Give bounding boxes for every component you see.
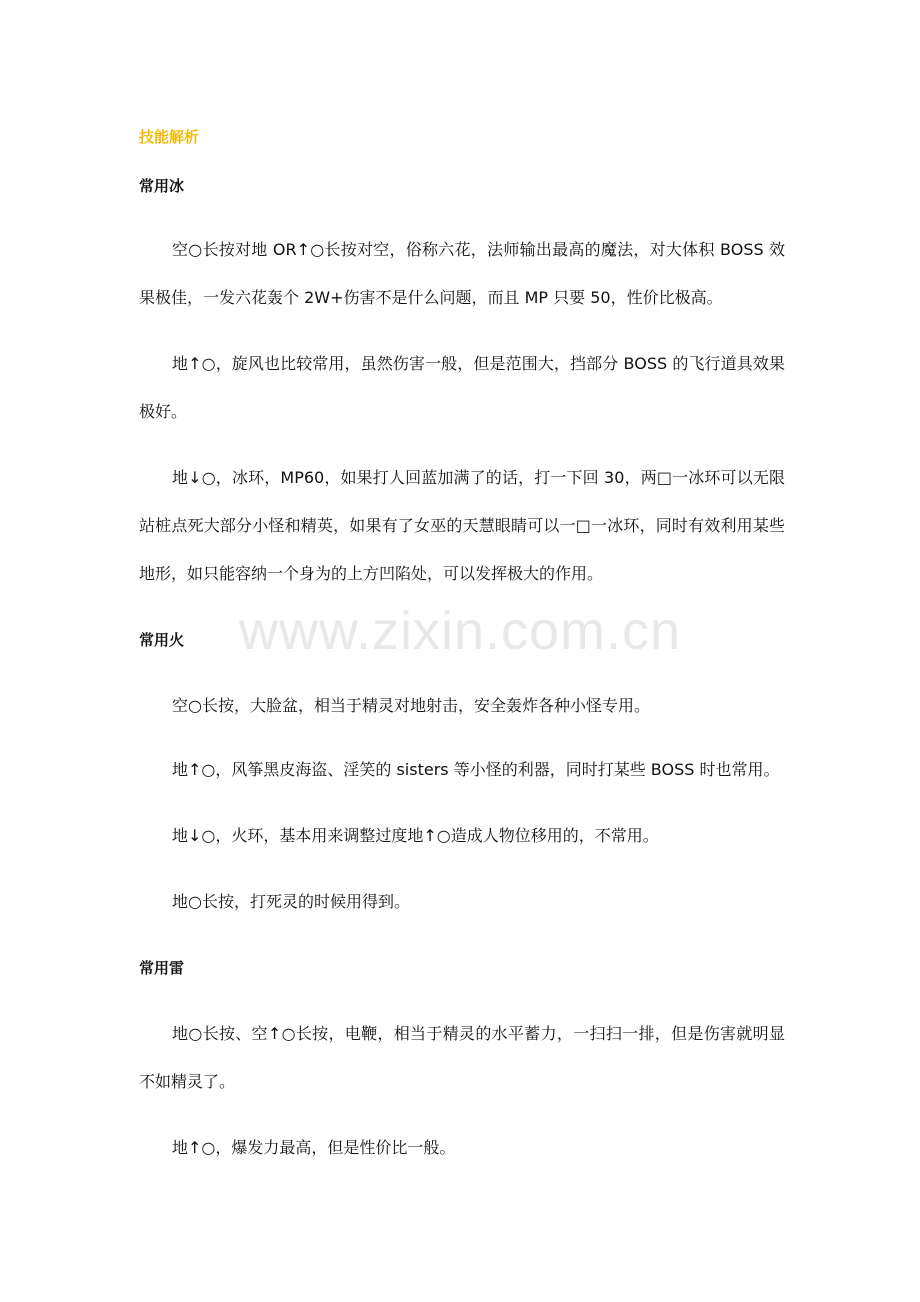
watermark: www.zixin.com.cn <box>238 601 682 661</box>
paragraph: 地○长按、空↑○长按，电鞭，相当于精灵的水平蓄力，一扫扫一排，但是伤害就明显不如精灵了。 <box>139 1024 785 1091</box>
paragraph: 空○长按对地 OR↑○长按对空，俗称六花，法师输出最高的魔法，对大体积 BOSS 效果极佳，一发六花轰个 2W+伤害不是什么问题，而且 MP 只要 50，性价比极高。 <box>139 240 785 307</box>
paragraph: 地↓○，冰环，MP60，如果打人回蓝加满了的话，打一下回 30，两□一冰环可以无限站桩点死大部分小怪和精英，如果有了女巫的天慧眼睛可以一□一冰环，同时有效利用某些地形，如只能容纳一个身为的上方凹陷处，可以发挥极大的作用。 <box>139 468 785 583</box>
paragraph: 地↑○，旋风也比较常用，虽然伤害一般，但是范围大，挡部分 BOSS 的飞行道具效果极好。 <box>139 354 785 421</box>
paragraph: 地○长按，打死灵的时候用得到。 <box>172 892 410 911</box>
heading-ice: 常用冰 <box>139 177 185 195</box>
heading-fire: 常用火 <box>139 631 185 649</box>
paragraph: 地↑○，风筝黑皮海盗、淫笑的 sisters 等小怪的利器，同时打某些 BOSS 时也常用。 <box>172 760 780 779</box>
paragraph: 空○长按，大脸盆，相当于精灵对地射击，安全轰炸各种小怪专用。 <box>172 696 650 715</box>
heading-thunder: 常用雷 <box>139 959 185 977</box>
section-title: 技能解析 <box>139 128 200 146</box>
paragraph: 地↑○，爆发力最高，但是性价比一般。 <box>172 1138 456 1157</box>
paragraph: 地↓○，火环，基本用来调整过度地↑○造成人物位移用的，不常用。 <box>172 826 659 845</box>
